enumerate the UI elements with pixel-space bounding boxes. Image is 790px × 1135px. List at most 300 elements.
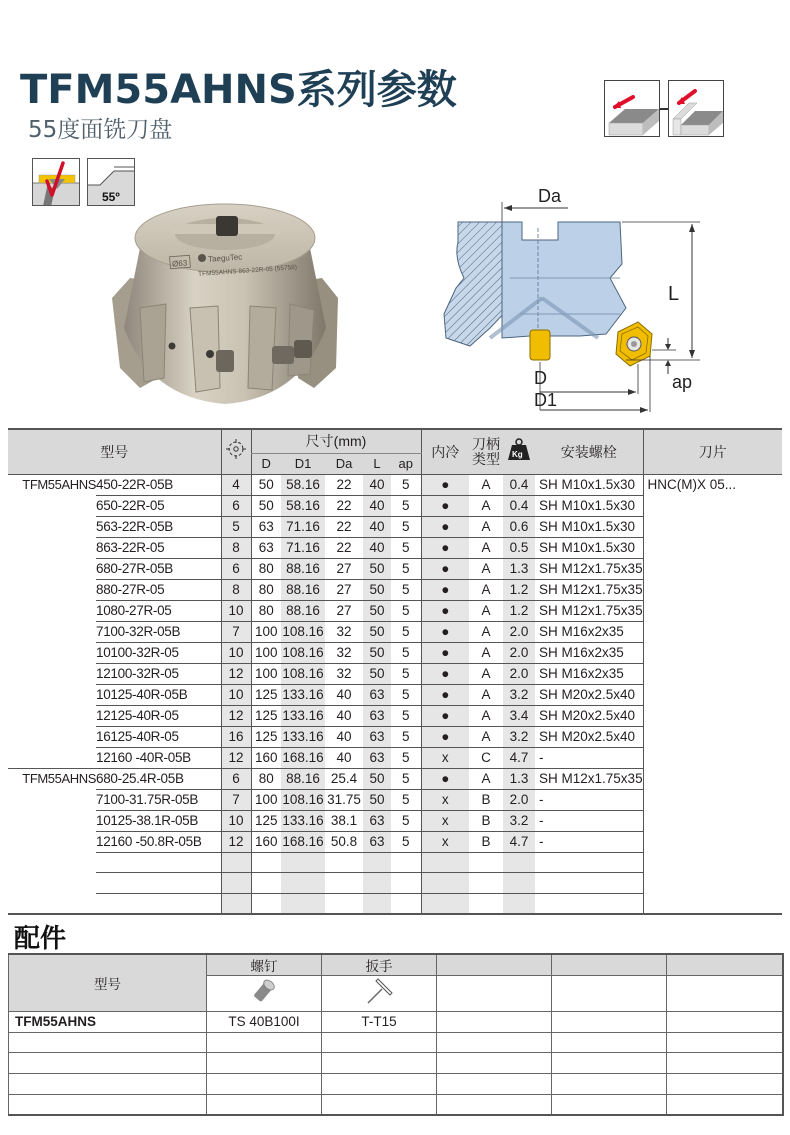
ap-cell: 5 [391,810,421,831]
d1-cell: 88.16 [281,600,325,621]
d1-cell: 58.16 [281,495,325,516]
series-cell [8,789,96,810]
shank-cell [469,852,503,873]
l-cell: 50 [363,579,391,600]
coolant-cell: ● [421,642,469,663]
coolant-cell [421,893,469,914]
d1-cell: 133.16 [281,705,325,726]
weight-cell: 3.2 [503,726,535,747]
d1-cell: 71.16 [281,516,325,537]
da-cell: 22 [325,474,363,495]
series-cell [8,747,96,768]
teeth-cell [221,893,251,914]
svg-text:55º: 55º [102,190,120,204]
series-cell [8,495,96,516]
ap-cell: 5 [391,663,421,684]
table-row [8,474,782,495]
shank-cell: A [469,474,503,495]
da-cell: 32 [325,642,363,663]
da-cell [325,893,363,914]
accessory-screw-cell [207,1053,322,1074]
coolant-cell: x [421,810,469,831]
acc-header-screw: 螺钉 [207,954,322,976]
ap-cell: 5 [391,474,421,495]
l-cell: 50 [363,663,391,684]
da-cell: 32 [325,663,363,684]
ap-cell: 5 [391,495,421,516]
weight-cell: 1.2 [503,579,535,600]
model-cell: 1080-27R-05 [96,600,221,621]
accessory-screw-cell [207,1074,322,1095]
accessory-model-cell [9,1074,207,1095]
model-cell: 12100-32R-05 [96,663,221,684]
dimension-diagram [430,178,710,418]
model-cell: 863-22R-05 [96,537,221,558]
da-cell [325,873,363,894]
teeth-cell: 7 [221,789,251,810]
insert-cell: HNC(M)X 05... [643,474,782,914]
d-cell [251,852,281,873]
d-cell [251,893,281,914]
accessory-screw-cell: TS 40B100I [207,1012,322,1033]
accessory-wrench-cell: T-T15 [322,1012,437,1033]
model-cell: 680-27R-05B [96,558,221,579]
d-cell: 125 [251,726,281,747]
weight-cell [503,873,535,894]
accessory-c6-cell [667,1053,783,1074]
l-cell: 50 [363,768,391,789]
shank-cell: A [469,516,503,537]
d-cell: 125 [251,810,281,831]
accessory-c5-cell [552,1074,667,1095]
ap-cell: 5 [391,831,421,852]
d1-cell: 168.16 [281,831,325,852]
bolt-cell: SH M10x1.5x30 [535,516,643,537]
series-cell [8,684,96,705]
shank-cell [469,893,503,914]
teeth-cell: 5 [221,516,251,537]
col-header-Da: Da [325,453,363,474]
da-cell: 40 [325,684,363,705]
coolant-cell: ● [421,705,469,726]
l-cell: 63 [363,705,391,726]
accessory-c6-cell [667,1032,783,1053]
accessory-model-cell [9,1053,207,1074]
acc-header-empty-3 [667,954,783,976]
accessory-c5-cell [552,1012,667,1033]
model-cell: 680-25.4R-05B [96,768,221,789]
coolant-cell: ● [421,495,469,516]
coolant-cell: ● [421,474,469,495]
d-cell: 125 [251,684,281,705]
weight-cell: 2.0 [503,621,535,642]
d1-cell: 168.16 [281,747,325,768]
da-cell: 40 [325,747,363,768]
teeth-cell: 4 [221,474,251,495]
model-cell: 450-22R-05B [96,474,221,495]
teeth-cell: 10 [221,684,251,705]
bolt-cell: SH M20x2.5x40 [535,684,643,705]
col-header-dimensions: 尺寸(mm) [251,429,421,453]
shoulder-milling-icon [668,80,724,137]
accessory-c4-cell [437,1012,552,1033]
ap-cell: 5 [391,684,421,705]
coolant-cell [421,852,469,873]
shank-cell: A [469,621,503,642]
da-cell: 25.4 [325,768,363,789]
weight-cell [503,893,535,914]
shank-cell: A [469,558,503,579]
weight-cell: 0.4 [503,495,535,516]
d-cell: 80 [251,579,281,600]
bolt-cell: SH M12x1.75x35 [535,768,643,789]
weight-cell: 3.2 [503,684,535,705]
da-cell: 22 [325,516,363,537]
page-subtitle: 55度面铣刀盘 [28,117,173,143]
model-cell: 7100-32R-05B [96,621,221,642]
bolt-cell: SH M12x1.75x35 [535,579,643,600]
acc-header-wrench: 扳手 [322,954,437,976]
ap-cell: 5 [391,579,421,600]
ap-cell: 5 [391,600,421,621]
ap-cell: 5 [391,537,421,558]
teeth-cell: 6 [221,558,251,579]
l-cell [363,873,391,894]
model-cell: 16125-40R-05 [96,726,221,747]
model-cell: 10100-32R-05 [96,642,221,663]
svg-text:Kg: Kg [512,450,523,460]
d1-cell [281,893,325,914]
accessory-model-cell: TFM55AHNS [9,1012,207,1033]
teeth-cell: 12 [221,705,251,726]
series-cell: TFM55AHNS [8,474,96,495]
accessory-screw-cell [207,1032,322,1053]
series-cell [8,621,96,642]
weight-cell: 0.5 [503,537,535,558]
ap-cell: 5 [391,516,421,537]
accessory-c6-cell [667,1012,783,1033]
series-cell [8,831,96,852]
product-photo [100,178,350,418]
coolant-cell: ● [421,768,469,789]
col-header-ap: ap [391,453,421,474]
accessory-c6-cell [667,1094,783,1115]
weight-cell: 4.7 [503,747,535,768]
ap-cell: 5 [391,642,421,663]
d-cell: 63 [251,516,281,537]
bolt-cell: - [535,810,643,831]
face-milling-icon [604,80,660,137]
teeth-cell: 6 [221,768,251,789]
da-cell: 32 [325,621,363,642]
bolt-cell: SH M16x2x35 [535,663,643,684]
l-cell: 40 [363,537,391,558]
teeth-cell: 8 [221,579,251,600]
ap-cell: 5 [391,768,421,789]
col-header-bolt: 安装螺栓 [535,429,643,474]
accessory-row [9,1032,783,1053]
teeth-cell: 7 [221,621,251,642]
bolt-cell: SH M16x2x35 [535,621,643,642]
weight-cell: 0.4 [503,474,535,495]
l-cell: 40 [363,495,391,516]
l-cell: 63 [363,810,391,831]
shank-cell: B [469,810,503,831]
l-cell: 50 [363,789,391,810]
weight-cell: 4.7 [503,831,535,852]
model-cell [96,893,221,914]
teeth-cell: 16 [221,726,251,747]
d-cell: 80 [251,558,281,579]
series-cell [8,600,96,621]
model-cell: 880-27R-05 [96,579,221,600]
l-cell: 50 [363,600,391,621]
acc-header-empty-2 [552,954,667,976]
coolant-cell [421,873,469,894]
d1-cell: 108.16 [281,663,325,684]
model-cell: 650-22R-05 [96,495,221,516]
d-cell: 100 [251,642,281,663]
accessory-c4-cell [437,1032,552,1053]
shank-cell: A [469,642,503,663]
weight-cell: 3.4 [503,705,535,726]
d-cell: 80 [251,600,281,621]
coolant-cell: x [421,789,469,810]
ap-cell [391,893,421,914]
shank-cell: B [469,789,503,810]
d-cell: 50 [251,474,281,495]
ap-cell: 5 [391,726,421,747]
coolant-through-icon [32,158,80,206]
d1-cell [281,873,325,894]
accessory-row [9,1012,783,1033]
d1-cell: 58.16 [281,474,325,495]
model-cell: 10125-40R-05B [96,684,221,705]
svg-text:TFM55AHNS 863-22R-05 (55758): TFM55AHNS 863-22R-05 (55758) [197,264,298,278]
accessory-row [9,1074,783,1095]
d1-cell: 108.16 [281,642,325,663]
l-cell: 63 [363,747,391,768]
accessory-wrench-cell [322,1074,437,1095]
teeth-cell [221,873,251,894]
series-cell [8,873,96,894]
da-cell: 31.75 [325,789,363,810]
bolt-cell: SH M10x1.5x30 [535,495,643,516]
series-cell [8,810,96,831]
l-cell: 50 [363,621,391,642]
weight-cell: 0.6 [503,516,535,537]
col-header-shank-type: 刀柄 类型 [469,429,503,474]
shank-cell: A [469,495,503,516]
page-title: TFM55AHNS系列参数 [20,67,457,113]
svg-text:Ø63: Ø63 [171,258,188,269]
da-cell: 22 [325,537,363,558]
weight-cell: 2.0 [503,663,535,684]
weight-cell: 2.0 [503,789,535,810]
accessories-title: 配件 [14,924,67,954]
d1-cell: 88.16 [281,768,325,789]
bolt-cell [535,873,643,894]
d1-cell: 133.16 [281,684,325,705]
ap-cell [391,873,421,894]
d-cell: 100 [251,789,281,810]
accessory-c4-cell [437,1074,552,1095]
teeth-cell: 12 [221,747,251,768]
col-header-D1: D1 [281,453,325,474]
weight-cell: 1.3 [503,558,535,579]
model-cell: 7100-31.75R-05B [96,789,221,810]
coolant-cell: ● [421,537,469,558]
d1-cell: 133.16 [281,810,325,831]
svg-text:Da: Da [538,186,562,206]
teeth-cell: 10 [221,810,251,831]
d-cell: 80 [251,768,281,789]
series-cell [8,852,96,873]
accessory-c5-cell [552,1094,667,1115]
accessory-c6-cell [667,1074,783,1095]
weight-cell: 2.0 [503,642,535,663]
shank-cell: A [469,684,503,705]
accessory-row [9,1094,783,1115]
bolt-cell: SH M12x1.75x35 [535,558,643,579]
l-cell: 63 [363,684,391,705]
ap-cell: 5 [391,747,421,768]
series-cell [8,705,96,726]
bolt-cell [535,852,643,873]
d-cell: 100 [251,621,281,642]
shank-cell: A [469,726,503,747]
weight-cell: 1.2 [503,600,535,621]
da-cell: 27 [325,600,363,621]
coolant-cell: x [421,747,469,768]
series-cell [8,726,96,747]
weight-cell: 1.3 [503,768,535,789]
l-cell [363,852,391,873]
shank-cell: A [469,705,503,726]
teeth-cell: 8 [221,537,251,558]
bolt-cell: SH M16x2x35 [535,642,643,663]
d-cell: 100 [251,663,281,684]
accessory-screw-cell [207,1094,322,1115]
teeth-cell: 6 [221,495,251,516]
d-cell: 160 [251,831,281,852]
model-cell: 563-22R-05B [96,516,221,537]
coolant-cell: ● [421,516,469,537]
col-header-model: 型号 [8,429,221,474]
d-cell: 50 [251,495,281,516]
model-cell: 12160 -50.8R-05B [96,831,221,852]
accessory-c5-cell [552,1032,667,1053]
weight-cell [503,852,535,873]
bolt-cell: SH M20x2.5x40 [535,705,643,726]
series-cell [8,579,96,600]
bolt-cell: SH M10x1.5x30 [535,537,643,558]
svg-text:L: L [668,283,680,305]
accessory-model-cell [9,1032,207,1053]
d1-cell [281,852,325,873]
da-cell: 27 [325,579,363,600]
shank-cell: A [469,768,503,789]
bolt-cell: SH M20x2.5x40 [535,726,643,747]
da-cell: 40 [325,726,363,747]
accessory-c4-cell [437,1094,552,1115]
coolant-cell: ● [421,663,469,684]
bolt-cell: - [535,789,643,810]
l-cell: 63 [363,726,391,747]
coolant-cell: ● [421,684,469,705]
shank-cell: A [469,600,503,621]
coolant-cell: ● [421,726,469,747]
da-cell: 27 [325,558,363,579]
bolt-cell: - [535,831,643,852]
svg-text:D1: D1 [534,390,558,410]
d1-cell: 108.16 [281,789,325,810]
accessory-row [9,1053,783,1074]
col-header-L: L [363,453,391,474]
ap-cell: 5 [391,705,421,726]
d-cell: 125 [251,705,281,726]
d-cell [251,873,281,894]
weight-icon [503,429,535,474]
accessory-wrench-cell [322,1094,437,1115]
bolt-cell [535,893,643,914]
coolant-cell: ● [421,621,469,642]
d1-cell: 88.16 [281,558,325,579]
accessories-table [8,953,784,1116]
coolant-cell: x [421,831,469,852]
d1-cell: 88.16 [281,579,325,600]
d1-cell: 108.16 [281,621,325,642]
acc-header-model: 型号 [9,954,207,1012]
shank-cell: A [469,579,503,600]
series-cell [8,558,96,579]
bolt-cell: SH M12x1.75x35 [535,600,643,621]
teeth-cell: 12 [221,831,251,852]
wrench-icon [322,976,437,1012]
l-cell: 40 [363,474,391,495]
d-cell: 63 [251,537,281,558]
ap-cell: 5 [391,558,421,579]
ap-cell: 5 [391,789,421,810]
shank-cell: C [469,747,503,768]
teeth-cell: 10 [221,600,251,621]
model-cell: 12125-40R-05 [96,705,221,726]
da-cell: 22 [325,495,363,516]
model-cell [96,873,221,894]
da-cell: 50.8 [325,831,363,852]
col-header-coolant: 内冷 [421,429,469,474]
model-cell: 10125-38.1R-05B [96,810,221,831]
accessory-c4-cell [437,1053,552,1074]
l-cell: 40 [363,516,391,537]
series-cell [8,642,96,663]
accessory-wrench-cell [322,1032,437,1053]
l-cell: 63 [363,831,391,852]
shank-cell: A [469,663,503,684]
col-header-insert: 刀片 [643,429,782,474]
series-cell: TFM55AHNS [8,768,96,789]
shank-cell: B [469,831,503,852]
svg-text:ap: ap [672,372,693,392]
d1-cell: 71.16 [281,537,325,558]
series-cell [8,893,96,914]
screw-icon [207,976,322,1012]
col-header-D: D [251,453,281,474]
l-cell: 50 [363,642,391,663]
series-cell [8,516,96,537]
da-cell: 40 [325,705,363,726]
weight-cell: 3.2 [503,810,535,831]
